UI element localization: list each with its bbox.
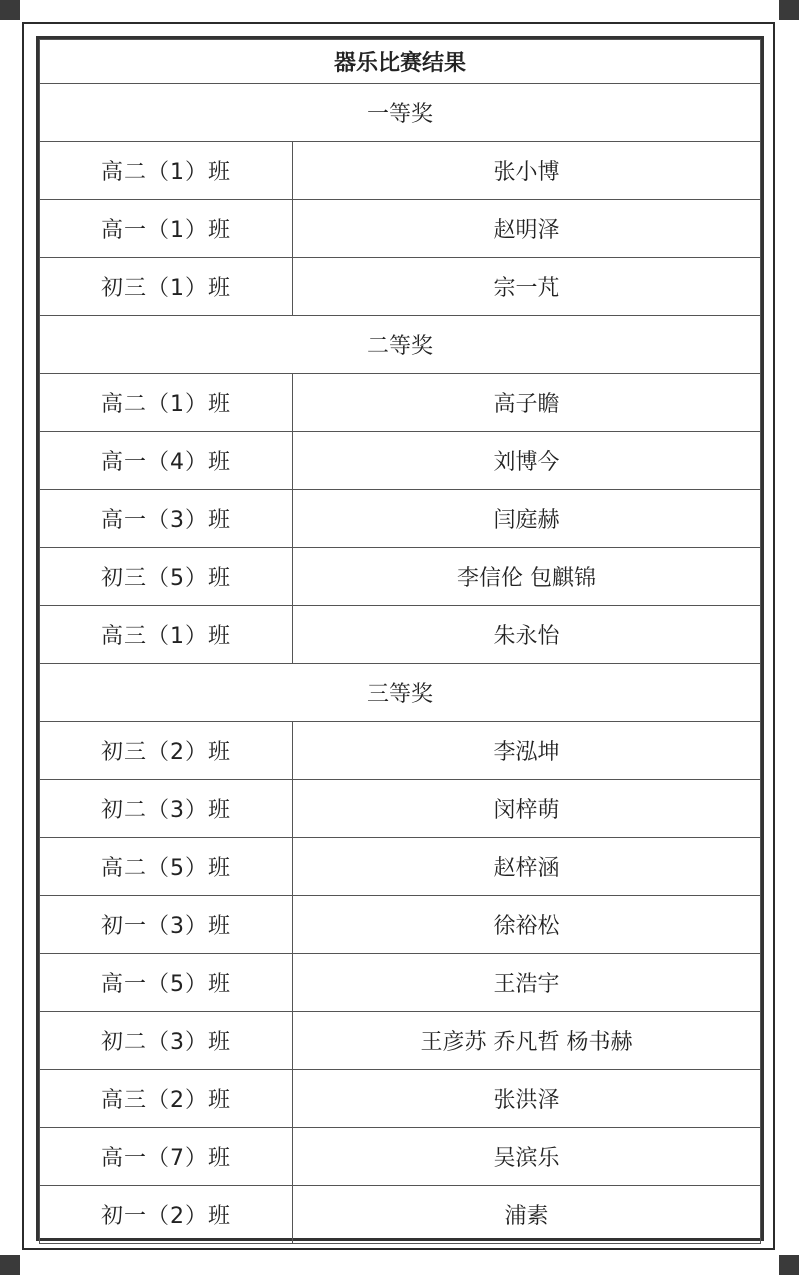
table-row xyxy=(40,722,761,780)
class-cell: 高三（2）班 xyxy=(40,1070,293,1128)
table-row xyxy=(40,200,761,258)
award-header-row xyxy=(40,316,761,374)
winner-names-cell: 吴滨乐 xyxy=(293,1128,761,1186)
table-title: 器乐比赛结果 xyxy=(40,40,761,84)
class-cell: 高一（4）班 xyxy=(40,432,293,490)
class-cell: 高一（5）班 xyxy=(40,954,293,1012)
class-cell: 初三（5）班 xyxy=(40,548,293,606)
award-level-first: 一等奖 xyxy=(40,84,761,142)
winner-names-cell: 闫庭赫 xyxy=(293,490,761,548)
class-cell: 高三（1）班 xyxy=(40,606,293,664)
award-level-second: 二等奖 xyxy=(40,316,761,374)
table-row xyxy=(40,142,761,200)
table-row xyxy=(40,606,761,664)
table-row xyxy=(40,258,761,316)
winner-names-cell: 闵梓萌 xyxy=(293,780,761,838)
class-cell: 高二（1）班 xyxy=(40,142,293,200)
table-title-row xyxy=(40,40,761,84)
winner-names-cell: 张小博 xyxy=(293,142,761,200)
results-table-container xyxy=(36,36,764,1241)
class-cell: 初一（3）班 xyxy=(40,896,293,954)
winner-names-cell: 赵梓涵 xyxy=(293,838,761,896)
award-header-row xyxy=(40,84,761,142)
table-row xyxy=(40,1070,761,1128)
table-row xyxy=(40,954,761,1012)
winner-names-cell: 浦素 xyxy=(293,1186,761,1244)
class-cell: 初二（3）班 xyxy=(40,780,293,838)
table-row xyxy=(40,896,761,954)
winner-names-cell: 王彦苏 乔凡哲 杨书赫 xyxy=(293,1012,761,1070)
winner-names-cell: 赵明泽 xyxy=(293,200,761,258)
winner-names-cell: 刘博今 xyxy=(293,432,761,490)
table-row xyxy=(40,1128,761,1186)
winner-names-cell: 李泓坤 xyxy=(293,722,761,780)
table-row xyxy=(40,838,761,896)
winner-names-cell: 徐裕松 xyxy=(293,896,761,954)
table-row xyxy=(40,374,761,432)
results-table xyxy=(39,39,761,1244)
corner-mark-bottom-left xyxy=(0,1255,20,1275)
table-row xyxy=(40,780,761,838)
class-cell: 高二（1）班 xyxy=(40,374,293,432)
class-cell: 高一（1）班 xyxy=(40,200,293,258)
class-cell: 高一（3）班 xyxy=(40,490,293,548)
winner-names-cell: 宗一芃 xyxy=(293,258,761,316)
class-cell: 初三（1）班 xyxy=(40,258,293,316)
winner-names-cell: 朱永怡 xyxy=(293,606,761,664)
winner-names-cell: 李信伦 包麒锦 xyxy=(293,548,761,606)
corner-mark-bottom-right xyxy=(779,1255,799,1275)
corner-mark-top-right xyxy=(779,0,799,20)
class-cell: 高二（5）班 xyxy=(40,838,293,896)
table-row xyxy=(40,1186,761,1244)
winner-names-cell: 王浩宇 xyxy=(293,954,761,1012)
table-row xyxy=(40,432,761,490)
class-cell: 初三（2）班 xyxy=(40,722,293,780)
class-cell: 初二（3）班 xyxy=(40,1012,293,1070)
winner-names-cell: 张洪泽 xyxy=(293,1070,761,1128)
corner-mark-top-left xyxy=(0,0,20,20)
award-level-third: 三等奖 xyxy=(40,664,761,722)
table-row xyxy=(40,1012,761,1070)
table-row xyxy=(40,490,761,548)
award-header-row xyxy=(40,664,761,722)
table-row xyxy=(40,548,761,606)
class-cell: 初一（2）班 xyxy=(40,1186,293,1244)
winner-names-cell: 高子瞻 xyxy=(293,374,761,432)
class-cell: 高一（7）班 xyxy=(40,1128,293,1186)
